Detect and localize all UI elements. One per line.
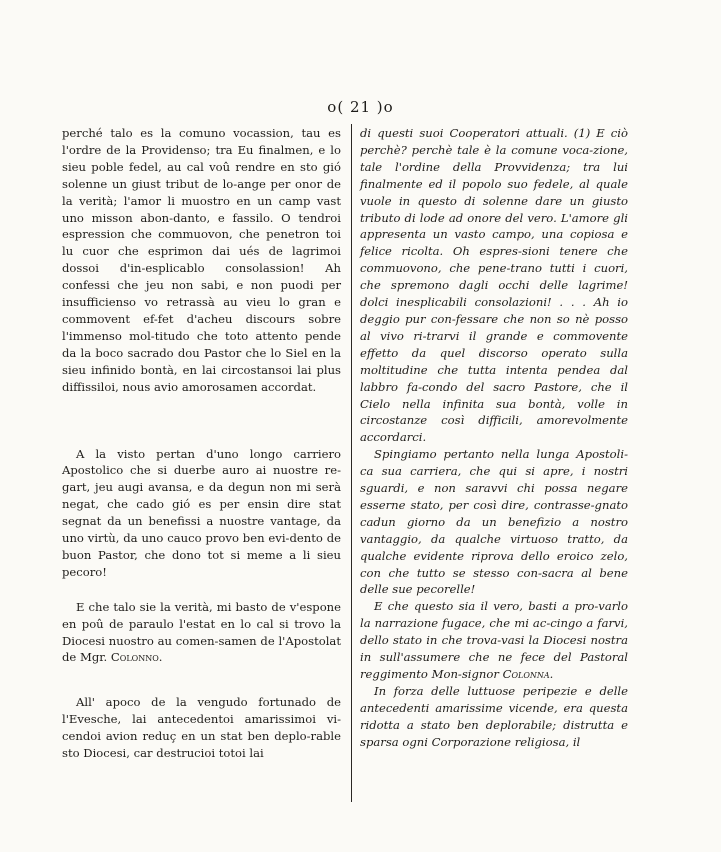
left-column-nicard-text — [62, 125, 341, 762]
left-paragraph-1: perché talo es la comuno vocassion, tau es l'ordre de la Providenso; tra Eu finalmen, e lo sieu poble fedel, au cal voû rendre en sto gió solenne un giust tribut de lo-ange per onor de la verità; l'amor li muostro en un camp vast uno misson abon-danto, e fassilo. O tendroi espression che commuovon, che penetron toi lu cuor che esprimon dai ués de lagrimoi dossoi d'in-esplicablo consolassion! Ah confessi che jeu non sabi, e non puodi per insufficienso vo retrassà au vieu lo gran e commovent ef-fet d'acheu discours sobre l'immenso mol-titudo che toto attento pende da la boco sacrado dou Pastor che lo Siel en la sieu infinido bontà, en lai circostansoi lai plus diffissiloi, nous avio amorosamen accordat. — [62, 126, 341, 394]
right-paragraph-3: E che questo sia il vero, basti a pro-varlo la narrazione fugace, che mi ac-cingo a farvi, dello stato in che trova-vasi la Diocesi nostra in sull'assumere che ne fece del Pastoral reggimento Mon-signor Colonna. — [360, 599, 628, 681]
right-paragraph-2: Spingiamo pertanto nella lunga Apostoli-ca sua carriera, che qui si apre, i nostri sguardi, e non saravvi chi possa negare esserne stato, per così dire, contrasse-gnato cadun giorno da un benefizio a nostro vantaggio, da qualche virtuoso tratto, da qualche evidente riprova dello eroico zelo, con che tutto se stesso con-sacra al bene delle sue pecorelle! — [360, 447, 628, 597]
page-number-header: o( 21 )o — [327, 98, 394, 116]
left-paragraph-4: All' apoco de la vengudo fortunado de l'Evesche, lai antecedentoi amarissimoi vi-cendoi avion reduç en un stat ben deplo-rable sto Diocesi, car destrucioi totoi lai — [62, 695, 341, 761]
column-divider — [351, 124, 352, 802]
right-paragraph-4: In forza delle luttuose peripezie e delle antecedenti amarissime vicende, era questa ridotta a stato ben deplorabile; distrutta e sparsa ogni Corporazione religiosa, il — [360, 683, 628, 749]
right-paragraph-1: di questi suoi Cooperatori attuali. (1) E ciò perchè? perchè tale è la comune voca-zione, tale l'ordine della Provvidenza; tra lui finalmente ed il popolo suo fedele, al quale vuole in questo di solenne dare un giusto tributo di lode ad onore del vero. L'amore gli appresenta un vasto campo, una copiosa e felice ricolta. Oh espres-sioni tenere che commuovono, che pene-trano tutti i cuori, che spremono dagli occhi delle lagrime! dolci inesplicabili consolazioni! . . . Ah io deggio pur con-fessare che non so nè posso al vivo ri-trarvi il grande e commovente effetto da quel discorso operato sulla moltitudine che tutta intenta pendea dal labbro fa-condo del sacro Pastore, che il Cielo nella infinita sua bontà, volle in circostanze così difficili, amorevolmente accordarci. — [360, 126, 628, 445]
right-column-italian-text — [360, 125, 628, 751]
left-paragraph-2: A la visto pertan d'uno longo carriero Apostolico che si duerbe auro ai nuostre re-gart, jeu augi avansa, e da degun non mi serà negat, che cado gió es per ensin dire stat segnat da un benefissi a nuostre vantage, da uno virtù, da uno cauco provo ben evi-dento de buon Pastor, che dono tot si meme a li sieu pecoro! — [62, 446, 341, 579]
left-paragraph-3: E che talo sie la verità, mi basto de v'espone en poû de paraulo l'estat en lo cal si trovo la Diocesi nuostro au comen-samen de l'Apostolat de Mgr. Colonno. — [62, 599, 341, 665]
